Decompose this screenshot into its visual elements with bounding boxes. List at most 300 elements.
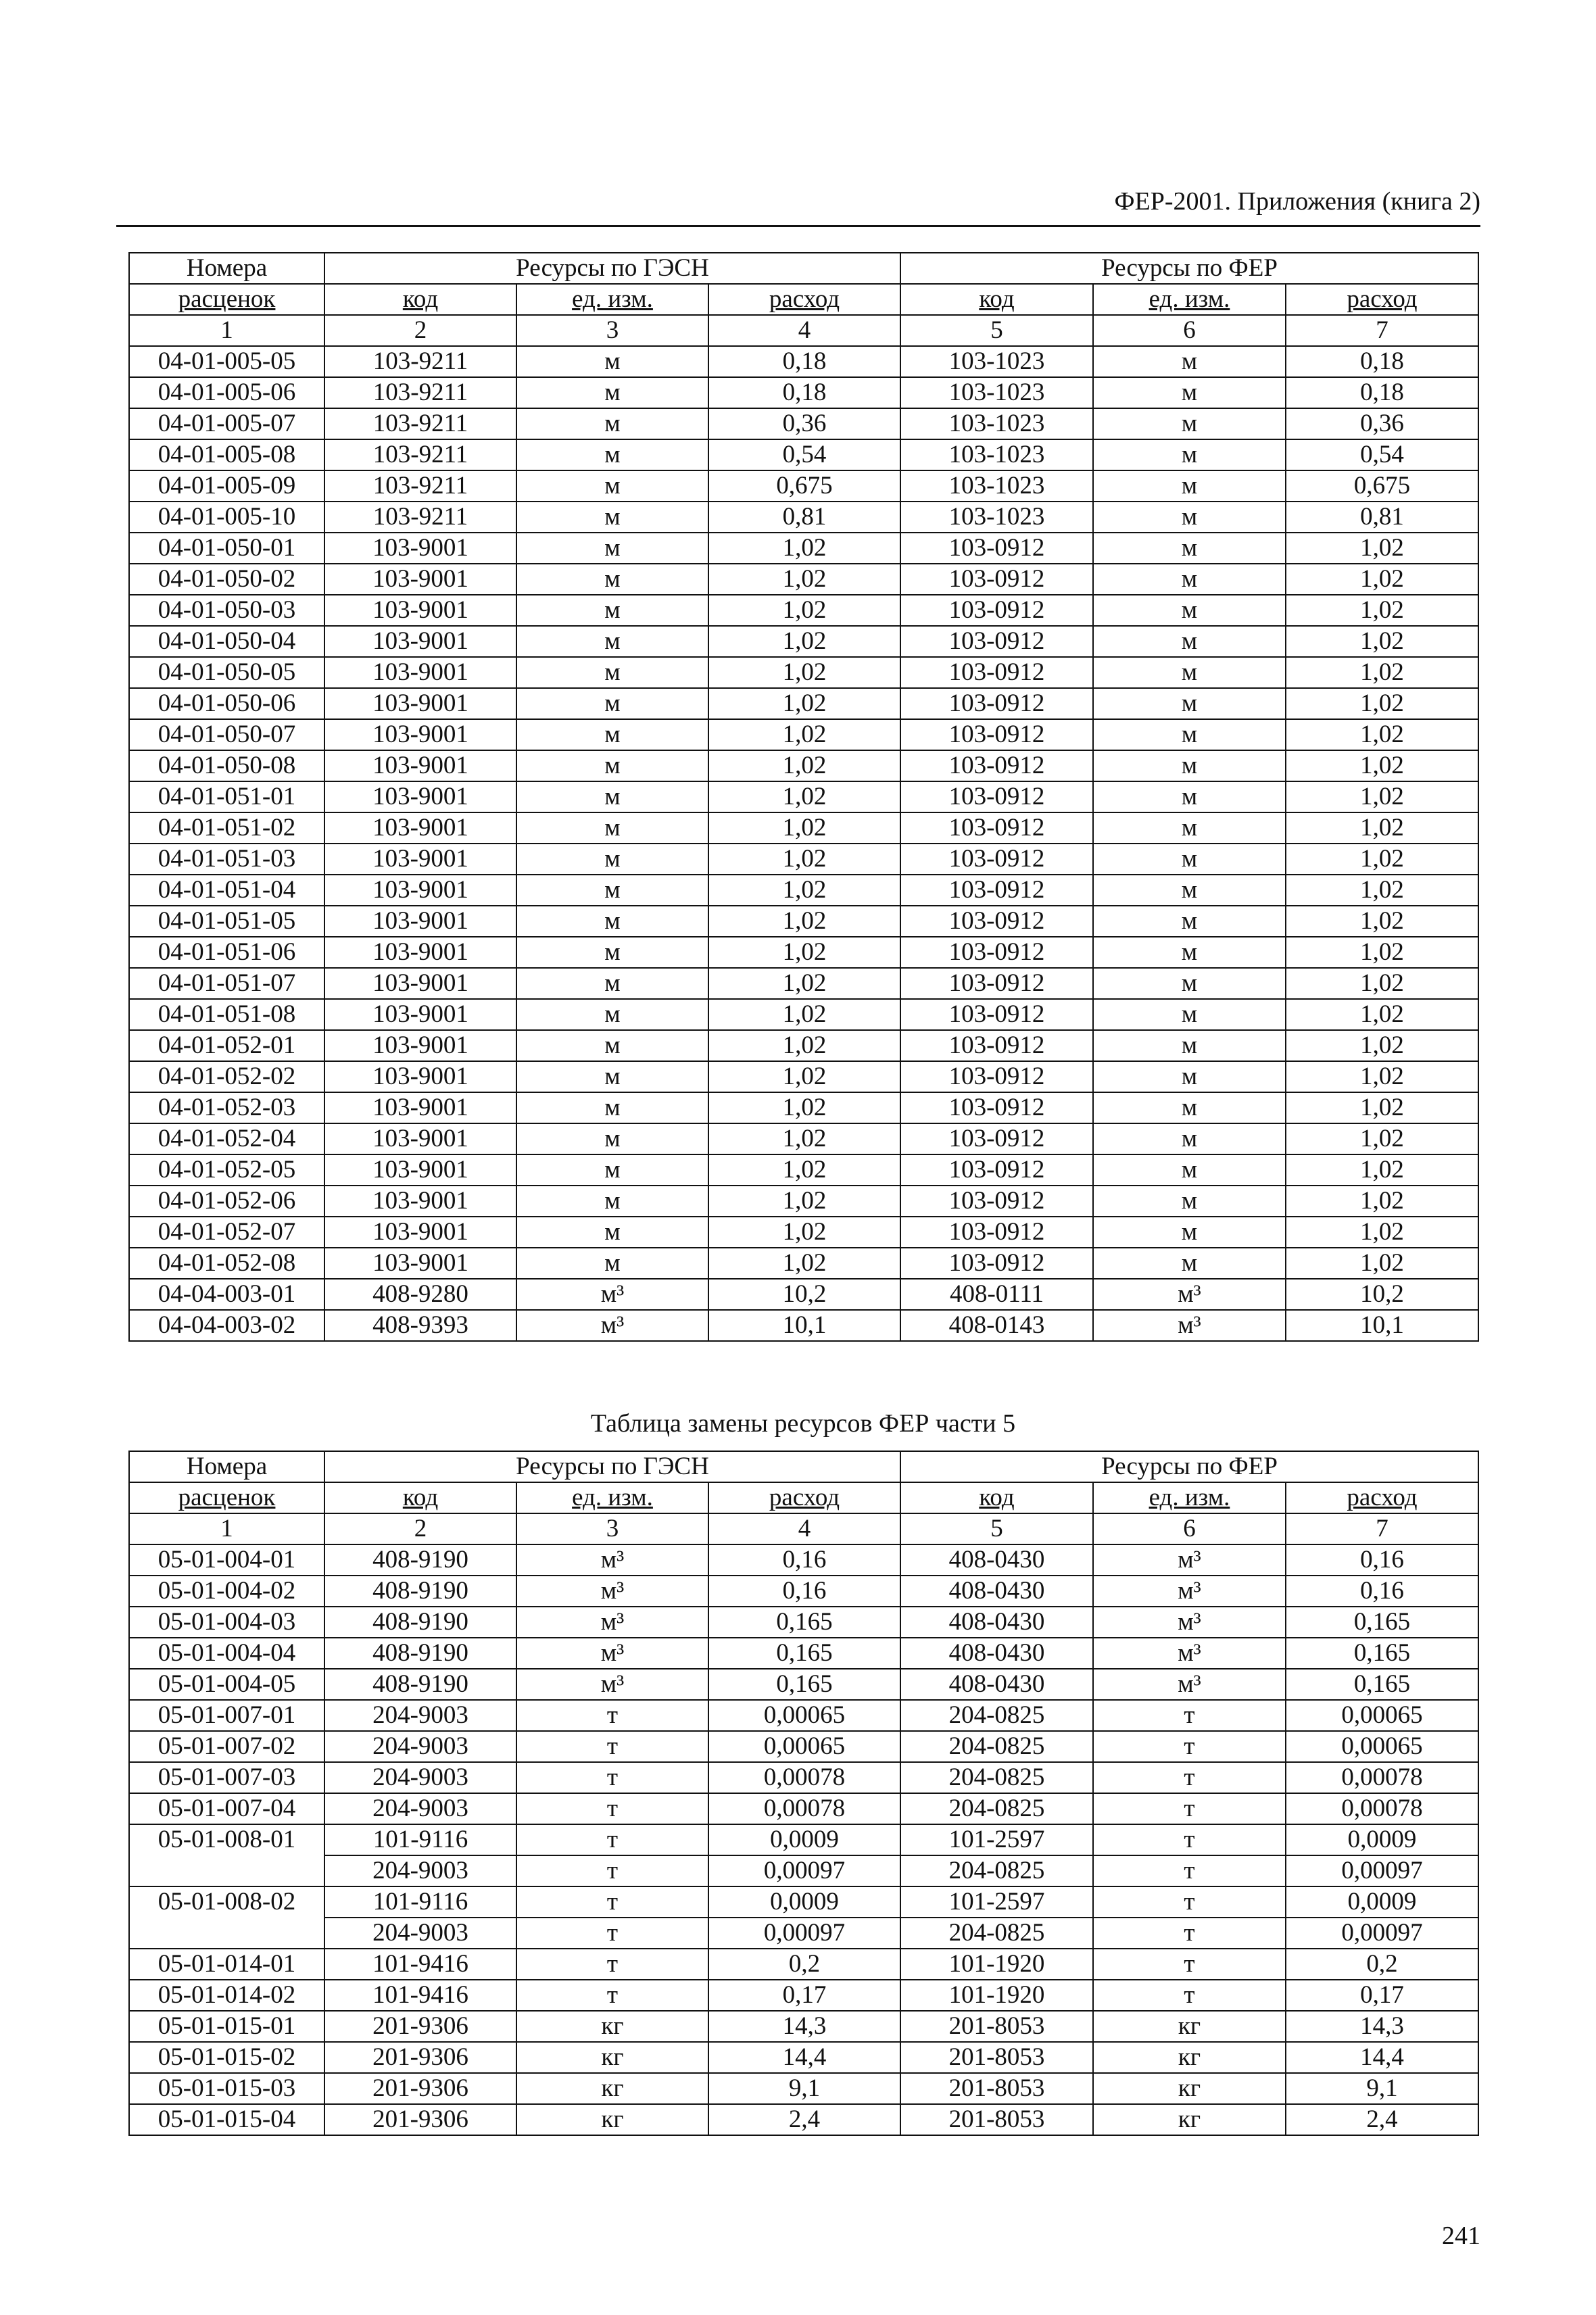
fer-unit: м [1093, 937, 1286, 968]
fer-unit: т [1093, 1980, 1286, 2011]
rate-number: 04-01-005-05 [129, 346, 324, 377]
fer-code: 103-1023 [900, 439, 1093, 470]
fer-unit: м [1093, 688, 1286, 719]
gesn-consumption: 0,81 [708, 502, 900, 533]
fer-consumption: 1,02 [1286, 1248, 1478, 1279]
column-index: 4 [708, 1513, 900, 1544]
rate-number: 04-01-051-01 [129, 781, 324, 812]
table-row [129, 1638, 1478, 1669]
header-gesn-consumption: расход [708, 1482, 900, 1513]
gesn-unit: м [516, 844, 708, 875]
table-row [129, 999, 1478, 1030]
table-1-container [128, 252, 1478, 1342]
gesn-unit: м [516, 1092, 708, 1123]
header-row-groups [129, 253, 1478, 284]
gesn-code: 103-9001 [324, 719, 516, 750]
fer-unit: м³ [1093, 1310, 1286, 1341]
gesn-consumption: 1,02 [708, 1154, 900, 1186]
fer-code: 103-0912 [900, 844, 1093, 875]
gesn-code: 103-9001 [324, 1186, 516, 1217]
fer-unit: м [1093, 408, 1286, 439]
gesn-consumption: 0,00097 [708, 1855, 900, 1886]
fer-consumption: 1,02 [1286, 812, 1478, 844]
table-row [129, 1279, 1478, 1310]
table-row [129, 1669, 1478, 1700]
header-fer-consumption: расход [1286, 284, 1478, 315]
fer-code: 201-8053 [900, 2104, 1093, 2135]
gesn-consumption: 0,0009 [708, 1824, 900, 1855]
fer-code: 103-0912 [900, 626, 1093, 657]
fer-code: 204-0825 [900, 1918, 1093, 1949]
gesn-unit: кг [516, 2042, 708, 2073]
rate-number: 04-01-050-07 [129, 719, 324, 750]
rate-number: 04-01-051-08 [129, 999, 324, 1030]
gesn-unit: кг [516, 2073, 708, 2104]
fer-code: 103-0912 [900, 1154, 1093, 1186]
header-fer-code: код [900, 1482, 1093, 1513]
gesn-consumption: 14,4 [708, 2042, 900, 2073]
fer-unit: т [1093, 1949, 1286, 1980]
rate-number: 04-01-005-07 [129, 408, 324, 439]
gesn-unit: м [516, 595, 708, 626]
table-row [129, 1154, 1478, 1186]
gesn-unit: м [516, 750, 708, 781]
table-row [129, 595, 1478, 626]
fer-unit: м [1093, 595, 1286, 626]
table-row [129, 1607, 1478, 1638]
fer-consumption: 1,02 [1286, 844, 1478, 875]
gesn-consumption: 0,17 [708, 1980, 900, 2011]
gesn-code: 408-9393 [324, 1310, 516, 1341]
fer-unit: м³ [1093, 1638, 1286, 1669]
rate-number: 05-01-004-03 [129, 1607, 324, 1638]
gesn-code: 103-9001 [324, 937, 516, 968]
rate-number: 05-01-015-04 [129, 2104, 324, 2135]
fer-consumption: 0,54 [1286, 439, 1478, 470]
gesn-consumption: 0,00097 [708, 1918, 900, 1949]
rate-number: 05-01-014-01 [129, 1949, 324, 1980]
gesn-consumption: 1,02 [708, 875, 900, 906]
fer-consumption: 1,02 [1286, 533, 1478, 564]
header-fer-unit: ед. изм. [1093, 1482, 1286, 1513]
gesn-consumption: 0,00078 [708, 1793, 900, 1824]
fer-unit: т [1093, 1824, 1286, 1855]
rate-number: 05-01-015-03 [129, 2073, 324, 2104]
fer-consumption: 1,02 [1286, 750, 1478, 781]
rate-number: 04-01-051-06 [129, 937, 324, 968]
fer-code: 201-8053 [900, 2073, 1093, 2104]
fer-consumption: 0,17 [1286, 1980, 1478, 2011]
fer-consumption: 0,81 [1286, 502, 1478, 533]
rate-number: 04-01-052-03 [129, 1092, 324, 1123]
table-row [129, 1310, 1478, 1341]
fer-unit: м³ [1093, 1544, 1286, 1576]
fer-code: 103-0912 [900, 719, 1093, 750]
column-index: 4 [708, 315, 900, 346]
rate-number: 04-04-003-01 [129, 1279, 324, 1310]
fer-consumption: 1,02 [1286, 937, 1478, 968]
fer-consumption: 1,02 [1286, 688, 1478, 719]
rate-number: 04-01-051-05 [129, 906, 324, 937]
gesn-unit: м³ [516, 1310, 708, 1341]
fer-unit: м [1093, 626, 1286, 657]
gesn-unit: м [516, 564, 708, 595]
gesn-consumption: 0,18 [708, 377, 900, 408]
gesn-unit: м [516, 408, 708, 439]
header-rule [116, 225, 1480, 227]
rate-number: 05-01-015-02 [129, 2042, 324, 2073]
table-row [129, 1793, 1478, 1824]
fer-code: 204-0825 [900, 1793, 1093, 1824]
fer-consumption: 0,00078 [1286, 1762, 1478, 1793]
header-fer-code: код [900, 284, 1093, 315]
gesn-code: 103-9001 [324, 1092, 516, 1123]
fer-code: 103-0912 [900, 688, 1093, 719]
fer-code: 204-0825 [900, 1762, 1093, 1793]
fer-code: 103-1023 [900, 502, 1093, 533]
fer-consumption: 0,00078 [1286, 1793, 1478, 1824]
table-row [129, 1731, 1478, 1762]
column-index: 3 [516, 315, 708, 346]
gesn-consumption: 0,0009 [708, 1886, 900, 1918]
fer-unit: кг [1093, 2073, 1286, 2104]
table-1-head [129, 253, 1478, 346]
gesn-consumption: 0,54 [708, 439, 900, 470]
gesn-code: 103-9001 [324, 1030, 516, 1061]
header-group-fer: Ресурсы по ФЕР [900, 253, 1478, 284]
rate-number: 04-01-005-10 [129, 502, 324, 533]
rate-number: 04-01-050-01 [129, 533, 324, 564]
fer-consumption: 0,00097 [1286, 1918, 1478, 1949]
rate-number: 05-01-007-02 [129, 1731, 324, 1762]
fer-code: 103-1023 [900, 346, 1093, 377]
fer-consumption: 1,02 [1286, 1186, 1478, 1217]
fer-unit: м [1093, 844, 1286, 875]
table-row [129, 1949, 1478, 1980]
gesn-consumption: 9,1 [708, 2073, 900, 2104]
fer-consumption: 1,02 [1286, 626, 1478, 657]
header-number-line2: расценок [129, 1482, 324, 1513]
fer-consumption: 0,00065 [1286, 1700, 1478, 1731]
header-group-fer: Ресурсы по ФЕР [900, 1451, 1478, 1482]
gesn-consumption: 0,16 [708, 1544, 900, 1576]
header-group-gesn: Ресурсы по ГЭСН [324, 1451, 900, 1482]
header-gesn-consumption: расход [708, 284, 900, 315]
fer-code: 103-0912 [900, 750, 1093, 781]
fer-code: 103-0912 [900, 1030, 1093, 1061]
gesn-code: 103-9001 [324, 626, 516, 657]
table-2-caption: Таблица замены ресурсов ФЕР части 5 [590, 1409, 1016, 1438]
gesn-code: 204-9003 [324, 1762, 516, 1793]
gesn-unit: м [516, 1186, 708, 1217]
rate-number: 05-01-008-02 [129, 1886, 324, 1949]
table-2-container [128, 1451, 1478, 2136]
gesn-unit: т [516, 1731, 708, 1762]
fer-unit: м [1093, 1123, 1286, 1154]
fer-code: 408-0430 [900, 1638, 1093, 1669]
table-row [129, 968, 1478, 999]
gesn-unit: м [516, 906, 708, 937]
fer-consumption: 1,02 [1286, 1217, 1478, 1248]
gesn-code: 103-9001 [324, 564, 516, 595]
gesn-code: 408-9190 [324, 1669, 516, 1700]
gesn-unit: т [516, 1980, 708, 2011]
gesn-consumption: 1,02 [708, 719, 900, 750]
table-row [129, 812, 1478, 844]
gesn-unit: м [516, 812, 708, 844]
gesn-code: 201-9306 [324, 2042, 516, 2073]
table-row [129, 1186, 1478, 1217]
rate-number: 04-01-051-03 [129, 844, 324, 875]
gesn-unit: м [516, 1123, 708, 1154]
fer-unit: м [1093, 564, 1286, 595]
rate-number: 05-01-004-05 [129, 1669, 324, 1700]
rate-number: 05-01-004-02 [129, 1576, 324, 1607]
fer-consumption: 0,16 [1286, 1544, 1478, 1576]
header-row-indices [129, 315, 1478, 346]
rate-number: 04-01-052-04 [129, 1123, 324, 1154]
gesn-unit: м [516, 937, 708, 968]
gesn-code: 408-9190 [324, 1544, 516, 1576]
gesn-code: 103-9001 [324, 844, 516, 875]
fer-code: 103-0912 [900, 999, 1093, 1030]
fer-unit: т [1093, 1731, 1286, 1762]
table-1 [128, 252, 1479, 1342]
fer-code: 103-0912 [900, 657, 1093, 688]
fer-code: 103-0912 [900, 968, 1093, 999]
rate-number: 04-01-050-06 [129, 688, 324, 719]
column-index: 7 [1286, 1513, 1478, 1544]
fer-unit: м³ [1093, 1607, 1286, 1638]
fer-consumption: 1,02 [1286, 1154, 1478, 1186]
fer-unit: м [1093, 875, 1286, 906]
table-row [129, 719, 1478, 750]
rate-number: 04-01-052-06 [129, 1186, 324, 1217]
gesn-consumption: 1,02 [708, 626, 900, 657]
column-index: 2 [324, 315, 516, 346]
gesn-unit: м³ [516, 1576, 708, 1607]
fer-code: 201-8053 [900, 2011, 1093, 2042]
rate-number: 05-01-007-03 [129, 1762, 324, 1793]
fer-unit: м [1093, 1154, 1286, 1186]
fer-consumption: 1,02 [1286, 564, 1478, 595]
rate-number: 04-01-050-05 [129, 657, 324, 688]
gesn-code: 103-9001 [324, 999, 516, 1030]
fer-consumption: 0,0009 [1286, 1886, 1478, 1918]
fer-consumption: 1,02 [1286, 999, 1478, 1030]
gesn-unit: м [516, 781, 708, 812]
gesn-code: 101-9116 [324, 1824, 516, 1855]
column-index: 2 [324, 1513, 516, 1544]
fer-code: 408-0111 [900, 1279, 1093, 1310]
fer-unit: м [1093, 1217, 1286, 1248]
table-row [129, 906, 1478, 937]
fer-unit: м³ [1093, 1576, 1286, 1607]
gesn-consumption: 1,02 [708, 781, 900, 812]
gesn-consumption: 10,2 [708, 1279, 900, 1310]
fer-unit: м [1093, 1092, 1286, 1123]
gesn-code: 101-9416 [324, 1980, 516, 2011]
gesn-consumption: 1,02 [708, 844, 900, 875]
fer-code: 408-0430 [900, 1669, 1093, 1700]
gesn-unit: м [516, 657, 708, 688]
fer-code: 103-0912 [900, 1092, 1093, 1123]
header-row-columns [129, 1482, 1478, 1513]
gesn-consumption: 1,02 [708, 1030, 900, 1061]
fer-consumption: 1,02 [1286, 906, 1478, 937]
gesn-code: 103-9001 [324, 781, 516, 812]
table-row [129, 1544, 1478, 1576]
fer-code: 408-0430 [900, 1576, 1093, 1607]
fer-unit: м [1093, 750, 1286, 781]
fer-code: 408-0430 [900, 1544, 1093, 1576]
table-row [129, 564, 1478, 595]
fer-consumption: 0,2 [1286, 1949, 1478, 1980]
fer-code: 103-0912 [900, 1061, 1093, 1092]
gesn-code: 103-9211 [324, 346, 516, 377]
header-number-line1: Номера [129, 253, 324, 284]
rate-number: 05-01-007-04 [129, 1793, 324, 1824]
table-row [129, 1061, 1478, 1092]
fer-unit: м³ [1093, 1279, 1286, 1310]
fer-code: 101-1920 [900, 1949, 1093, 1980]
fer-unit: т [1093, 1886, 1286, 1918]
gesn-code: 103-9001 [324, 906, 516, 937]
fer-code: 101-2597 [900, 1824, 1093, 1855]
gesn-unit: м [516, 1030, 708, 1061]
fer-code: 103-0912 [900, 1217, 1093, 1248]
gesn-unit: м [516, 1217, 708, 1248]
fer-unit: м [1093, 657, 1286, 688]
gesn-code: 103-9001 [324, 1123, 516, 1154]
gesn-unit: т [516, 1762, 708, 1793]
fer-unit: т [1093, 1793, 1286, 1824]
fer-consumption: 1,02 [1286, 1092, 1478, 1123]
gesn-consumption: 1,02 [708, 968, 900, 999]
table-1-body [129, 346, 1478, 1341]
rate-number: 04-01-050-03 [129, 595, 324, 626]
gesn-code: 103-9001 [324, 812, 516, 844]
gesn-unit: т [516, 1700, 708, 1731]
fer-code: 103-0912 [900, 875, 1093, 906]
table-row [129, 439, 1478, 470]
rate-number: 05-01-008-01 [129, 1824, 324, 1886]
fer-consumption: 0,36 [1286, 408, 1478, 439]
gesn-code: 103-9001 [324, 657, 516, 688]
column-index: 3 [516, 1513, 708, 1544]
fer-code: 103-0912 [900, 595, 1093, 626]
gesn-unit: м [516, 377, 708, 408]
table-2 [128, 1451, 1479, 2136]
gesn-consumption: 0,675 [708, 470, 900, 502]
fer-unit: т [1093, 1918, 1286, 1949]
fer-code: 103-0912 [900, 1248, 1093, 1279]
fer-unit: кг [1093, 2104, 1286, 2135]
gesn-code: 103-9001 [324, 968, 516, 999]
gesn-unit: т [516, 1793, 708, 1824]
gesn-code: 204-9003 [324, 1731, 516, 1762]
gesn-code: 103-9001 [324, 1248, 516, 1279]
gesn-consumption: 1,02 [708, 906, 900, 937]
fer-consumption: 0,18 [1286, 346, 1478, 377]
fer-consumption: 1,02 [1286, 1061, 1478, 1092]
gesn-consumption: 0,2 [708, 1949, 900, 1980]
table-row [129, 2073, 1478, 2104]
gesn-unit: м [516, 968, 708, 999]
table-row [129, 470, 1478, 502]
gesn-consumption: 0,165 [708, 1638, 900, 1669]
gesn-consumption: 1,02 [708, 937, 900, 968]
fer-consumption: 0,165 [1286, 1607, 1478, 1638]
gesn-consumption: 0,00065 [708, 1700, 900, 1731]
header-group-gesn: Ресурсы по ГЭСН [324, 253, 900, 284]
fer-consumption: 0,0009 [1286, 1824, 1478, 1855]
fer-consumption: 1,02 [1286, 1030, 1478, 1061]
header-row-columns [129, 284, 1478, 315]
fer-unit: м [1093, 1061, 1286, 1092]
table-row [129, 2011, 1478, 2042]
gesn-code: 204-9003 [324, 1793, 516, 1824]
fer-consumption: 1,02 [1286, 657, 1478, 688]
fer-consumption: 1,02 [1286, 719, 1478, 750]
fer-code: 103-0912 [900, 781, 1093, 812]
gesn-consumption: 0,00065 [708, 1731, 900, 1762]
gesn-consumption: 1,02 [708, 1061, 900, 1092]
gesn-code: 103-9001 [324, 688, 516, 719]
gesn-code: 103-9001 [324, 1061, 516, 1092]
page-number: 241 [1442, 2222, 1480, 2250]
fer-code: 103-0912 [900, 937, 1093, 968]
gesn-code: 408-9190 [324, 1607, 516, 1638]
fer-code: 103-1023 [900, 377, 1093, 408]
gesn-unit: м [516, 346, 708, 377]
rate-number: 04-01-052-02 [129, 1061, 324, 1092]
gesn-consumption: 14,3 [708, 2011, 900, 2042]
table-row [129, 1700, 1478, 1731]
gesn-consumption: 1,02 [708, 1092, 900, 1123]
fer-unit: м [1093, 439, 1286, 470]
running-header: ФЕР-2001. Приложения (книга 2) [1114, 187, 1480, 216]
fer-consumption: 1,02 [1286, 781, 1478, 812]
table-row [129, 1092, 1478, 1123]
fer-unit: м [1093, 906, 1286, 937]
gesn-unit: м [516, 439, 708, 470]
column-index: 6 [1093, 315, 1286, 346]
header-row-groups [129, 1451, 1478, 1482]
fer-unit: т [1093, 1762, 1286, 1793]
header-row-indices [129, 1513, 1478, 1544]
header-gesn-code: код [324, 1482, 516, 1513]
gesn-consumption: 2,4 [708, 2104, 900, 2135]
rate-number: 04-01-005-08 [129, 439, 324, 470]
header-gesn-unit: ед. изм. [516, 1482, 708, 1513]
header-number-line2: расценок [129, 284, 324, 315]
gesn-consumption: 1,02 [708, 564, 900, 595]
rate-number: 04-01-052-07 [129, 1217, 324, 1248]
gesn-code: 204-9003 [324, 1855, 516, 1886]
rate-number: 05-01-007-01 [129, 1700, 324, 1731]
header-fer-unit: ед. изм. [1093, 284, 1286, 315]
table-row [129, 502, 1478, 533]
gesn-unit: т [516, 1855, 708, 1886]
fer-consumption: 9,1 [1286, 2073, 1478, 2104]
table-row [129, 626, 1478, 657]
table-row [129, 377, 1478, 408]
rate-number: 04-01-051-07 [129, 968, 324, 999]
fer-consumption: 2,4 [1286, 2104, 1478, 2135]
gesn-unit: м [516, 688, 708, 719]
gesn-code: 103-9211 [324, 408, 516, 439]
